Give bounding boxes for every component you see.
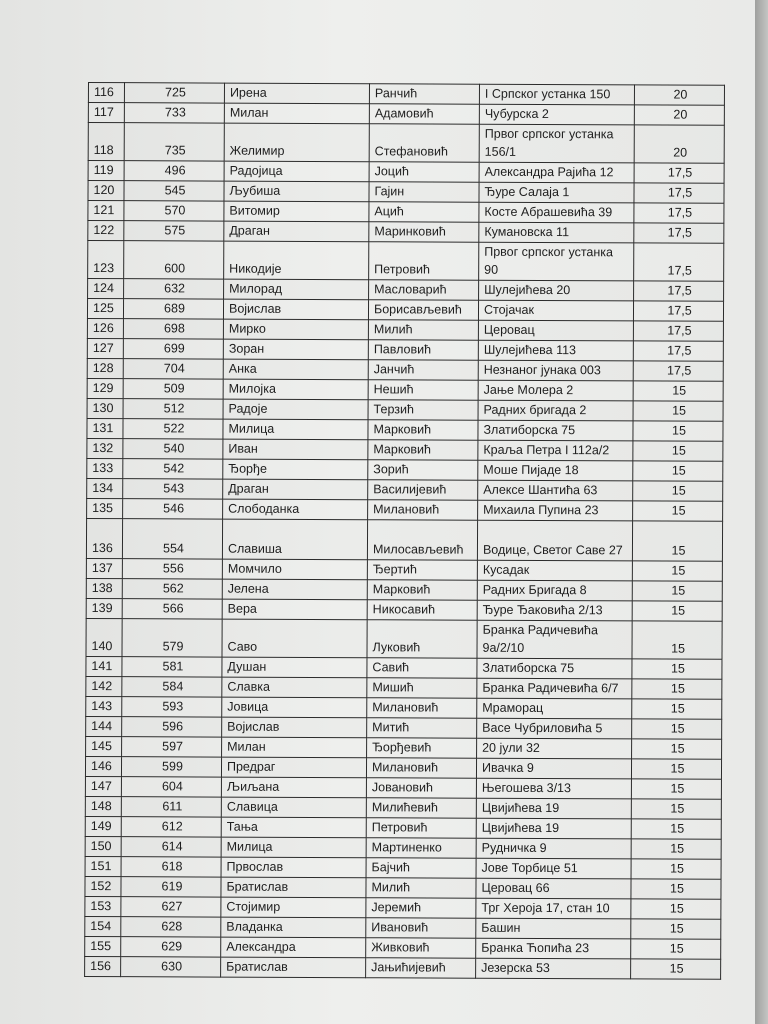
- first-name-cell: Зоран: [223, 339, 368, 360]
- points-cell: 15: [631, 939, 721, 959]
- address-cell: Алексе Шантића 63: [478, 480, 633, 501]
- first-name-cell: Желимир: [224, 123, 369, 162]
- address-cell: Јање Молера 2: [478, 380, 633, 401]
- application-number-cell: 575: [124, 221, 224, 241]
- application-number-cell: 566: [122, 599, 222, 619]
- points-cell: 17,5: [633, 361, 723, 381]
- last-name-cell: Петровић: [369, 242, 479, 280]
- table-row: [85, 776, 721, 799]
- table-row: [86, 696, 722, 719]
- first-name-cell: Иван: [223, 439, 368, 460]
- last-name-cell: Јањићијевић: [366, 958, 476, 978]
- address-cell: Радних Бригада 8: [477, 580, 632, 601]
- row-number-cell: 127: [87, 338, 123, 358]
- address-cell: Мраморац: [477, 698, 632, 719]
- address-cell: Јове Торбице 51: [476, 858, 631, 879]
- table-row: [88, 181, 724, 204]
- row-number-cell: 131: [87, 418, 123, 438]
- application-number-cell: 540: [123, 439, 223, 459]
- row-number-cell: 145: [86, 736, 122, 756]
- row-number-cell: 119: [88, 161, 124, 181]
- last-name-cell: Масловарић: [369, 280, 479, 300]
- row-number-cell: 130: [87, 398, 123, 418]
- points-cell: 15: [631, 799, 721, 819]
- application-number-cell: 725: [124, 83, 224, 103]
- table-row: [87, 438, 723, 461]
- last-name-cell: Мишић: [367, 678, 477, 698]
- address-cell: Кумановска 11: [479, 222, 634, 243]
- last-name-cell: Марковић: [368, 440, 478, 460]
- application-number-cell: 612: [121, 817, 221, 837]
- row-number-cell: 136: [86, 518, 122, 558]
- table-row: [88, 83, 724, 106]
- address-cell: Цвијићева 19: [476, 818, 631, 839]
- table-row: [85, 856, 721, 879]
- row-number-cell: 142: [86, 676, 122, 696]
- last-name-cell: Милановић: [368, 500, 478, 520]
- address-cell: Језерска 53: [476, 958, 631, 979]
- last-name-cell: Ранчић: [369, 84, 479, 104]
- points-cell: 15: [632, 659, 722, 679]
- first-name-cell: Александра: [221, 937, 366, 958]
- points-cell: 15: [632, 699, 722, 719]
- first-name-cell: Мирко: [223, 319, 368, 340]
- table-row: [88, 123, 724, 164]
- application-number-cell: 629: [121, 937, 221, 957]
- last-name-cell: Јоцић: [369, 162, 479, 182]
- application-number-cell: 593: [122, 697, 222, 717]
- first-name-cell: Милица: [221, 837, 366, 858]
- row-number-cell: 147: [85, 776, 121, 796]
- last-name-cell: Милановић: [367, 698, 477, 718]
- last-name-cell: Живковић: [366, 938, 476, 958]
- first-name-cell: Драган: [223, 479, 368, 500]
- first-name-cell: Момчило: [222, 559, 367, 580]
- row-number-cell: 132: [87, 438, 123, 458]
- table-row: [86, 656, 722, 679]
- application-number-cell: 618: [121, 857, 221, 877]
- application-number-cell: 545: [124, 181, 224, 201]
- last-name-cell: Борисављевић: [368, 300, 478, 320]
- points-cell: 15: [632, 621, 722, 659]
- row-number-cell: 121: [88, 201, 124, 221]
- points-cell: 15: [631, 879, 721, 899]
- row-number-cell: 137: [86, 558, 122, 578]
- row-number-cell: 126: [87, 318, 123, 338]
- first-name-cell: Вера: [222, 599, 367, 620]
- application-number-cell: 735: [124, 123, 224, 161]
- points-cell: 17,5: [634, 281, 724, 301]
- address-cell: Златиборска 75: [478, 420, 633, 441]
- address-cell: Радних бригада 2: [478, 400, 633, 421]
- last-name-cell: Милић: [368, 320, 478, 340]
- address-cell: Ђуре Салаја 1: [479, 182, 634, 203]
- row-number-cell: 129: [87, 378, 123, 398]
- application-number-cell: 509: [123, 379, 223, 399]
- row-number-cell: 118: [88, 123, 124, 161]
- last-name-cell: Петровић: [366, 818, 476, 838]
- last-name-cell: Милановић: [366, 758, 476, 778]
- application-number-cell: 733: [124, 103, 224, 123]
- application-number-cell: 619: [121, 877, 221, 897]
- first-name-cell: Слободанка: [223, 499, 368, 520]
- row-number-cell: 124: [88, 279, 124, 299]
- table-row: [85, 916, 721, 939]
- application-number-cell: 614: [121, 837, 221, 857]
- row-number-cell: 134: [87, 478, 123, 498]
- address-cell: Александра Рајића 12: [479, 162, 634, 183]
- address-cell: Првог српског устанка 90: [479, 242, 634, 281]
- table-row: [85, 796, 721, 819]
- application-number-cell: 562: [122, 579, 222, 599]
- last-name-cell: Јовановић: [366, 778, 476, 798]
- row-number-cell: 146: [85, 756, 121, 776]
- first-name-cell: Тања: [221, 817, 366, 838]
- points-cell: 17,5: [634, 183, 724, 203]
- row-number-cell: 154: [85, 916, 121, 936]
- first-name-cell: Предраг: [221, 757, 366, 778]
- address-cell: Моше Пијаде 18: [478, 460, 633, 481]
- application-number-cell: 584: [122, 677, 222, 697]
- last-name-cell: Гајин: [369, 182, 479, 202]
- last-name-cell: Зорић: [368, 460, 478, 480]
- points-cell: 15: [633, 441, 723, 461]
- application-number-cell: 556: [122, 559, 222, 579]
- last-name-cell: Савић: [367, 658, 477, 678]
- last-name-cell: Стефановић: [369, 124, 479, 162]
- row-number-cell: 150: [85, 836, 121, 856]
- points-cell: 15: [632, 561, 722, 581]
- application-number-cell: 628: [121, 917, 221, 937]
- address-cell: Бранка Радичевића 9а/2/10: [477, 620, 632, 659]
- table-row: [86, 618, 722, 659]
- points-cell: 15: [633, 381, 723, 401]
- address-cell: Цвијићева 19: [476, 798, 631, 819]
- row-number-cell: 125: [87, 299, 123, 319]
- address-cell: Трг Хероја 17, стан 10: [476, 898, 631, 919]
- address-cell: Башин: [476, 918, 631, 939]
- points-cell: 15: [632, 679, 722, 699]
- points-cell: 15: [632, 601, 722, 621]
- application-number-cell: 599: [121, 757, 221, 777]
- row-number-cell: 152: [85, 876, 121, 896]
- row-number-cell: 156: [85, 956, 121, 976]
- first-name-cell: Витомир: [224, 201, 369, 222]
- last-name-cell: Милосављевић: [367, 520, 477, 560]
- points-cell: 15: [631, 839, 721, 859]
- first-name-cell: Никодије: [224, 241, 369, 280]
- points-cell: 17,5: [634, 223, 724, 243]
- first-name-cell: Љубиша: [224, 181, 369, 202]
- address-cell: Рудничка 9: [476, 838, 631, 859]
- points-cell: 17,5: [634, 203, 724, 223]
- points-cell: 15: [632, 739, 722, 759]
- table-row: [85, 896, 721, 919]
- first-name-cell: Ирена: [224, 83, 369, 104]
- address-cell: Бранка Радичевића 6/7: [477, 678, 632, 699]
- last-name-cell: Адамовић: [369, 104, 479, 124]
- table-row: [85, 836, 721, 859]
- table-body: [85, 83, 725, 980]
- first-name-cell: Владанка: [221, 917, 366, 938]
- table-row: [86, 578, 722, 601]
- table-row: [88, 161, 724, 184]
- address-cell: Краља Петра I 112а/2: [478, 440, 633, 461]
- address-cell: Ђуре Ђаковића 2/13: [477, 600, 632, 621]
- address-cell: Шулејићева 113: [478, 340, 633, 361]
- application-number-cell: 512: [123, 399, 223, 419]
- table-row: [86, 558, 722, 581]
- last-name-cell: Никосавић: [367, 600, 477, 620]
- application-number-cell: 600: [124, 241, 224, 279]
- first-name-cell: Милојка: [223, 379, 368, 400]
- application-number-cell: 698: [123, 319, 223, 339]
- first-name-cell: Војислав: [223, 299, 368, 320]
- address-cell: Церовац: [478, 320, 633, 341]
- first-name-cell: Славица: [221, 797, 366, 818]
- application-number-cell: 704: [123, 359, 223, 379]
- address-cell: Шулејићева 20: [479, 280, 634, 301]
- first-name-cell: Стојимир: [221, 897, 366, 918]
- page-edge-shadow: [755, 0, 768, 1024]
- address-cell: Церовац 66: [476, 878, 631, 899]
- application-number-cell: 632: [124, 279, 224, 299]
- table-row: [87, 378, 723, 401]
- row-number-cell: 139: [86, 598, 122, 618]
- table-row: [87, 318, 723, 341]
- application-number-cell: 546: [123, 499, 223, 519]
- table-row: [86, 736, 722, 759]
- points-cell: 15: [632, 719, 722, 739]
- first-name-cell: Милорад: [224, 279, 369, 300]
- last-name-cell: Милићевић: [366, 798, 476, 818]
- address-cell: Васе Чубриловића 5: [477, 718, 632, 739]
- points-cell: 15: [633, 501, 723, 521]
- last-name-cell: Ивановић: [366, 918, 476, 938]
- application-number-cell: 543: [123, 479, 223, 499]
- last-name-cell: Марковић: [367, 580, 477, 600]
- row-number-cell: 117: [88, 103, 124, 123]
- first-name-cell: Милан: [222, 737, 367, 758]
- application-number-cell: 596: [122, 717, 222, 737]
- application-number-cell: 604: [121, 777, 221, 797]
- address-cell: Златиборска 75: [477, 658, 632, 679]
- last-name-cell: Павловић: [368, 340, 478, 360]
- last-name-cell: Милић: [366, 878, 476, 898]
- first-name-cell: Радоје: [223, 399, 368, 420]
- table-row: [88, 221, 724, 244]
- points-cell: 15: [633, 461, 723, 481]
- first-name-cell: Љиљана: [221, 777, 366, 798]
- address-cell: Стојачак: [478, 300, 633, 321]
- row-number-cell: 120: [88, 181, 124, 201]
- table-row: [87, 478, 723, 501]
- first-name-cell: Братислав: [221, 877, 366, 898]
- table-row: [87, 398, 723, 421]
- last-name-cell: Ацић: [369, 202, 479, 222]
- last-name-cell: Нешић: [368, 380, 478, 400]
- points-cell: 20: [634, 85, 724, 105]
- address-cell: Бранка Ћопића 23: [476, 938, 631, 959]
- table-row: [85, 936, 721, 959]
- points-cell: 15: [633, 421, 723, 441]
- first-name-cell: Славка: [222, 677, 367, 698]
- table-row: [86, 716, 722, 739]
- row-number-cell: 140: [86, 618, 122, 656]
- first-name-cell: Радојица: [224, 161, 369, 182]
- table-row: [87, 358, 723, 381]
- table-row: [86, 598, 722, 621]
- last-name-cell: Марковић: [368, 420, 478, 440]
- last-name-cell: Бајчић: [366, 858, 476, 878]
- address-cell: Ивачка 9: [476, 758, 631, 779]
- points-cell: 15: [632, 521, 722, 561]
- address-cell: Његошева 3/13: [476, 778, 631, 799]
- row-number-cell: 148: [85, 796, 121, 816]
- first-name-cell: Саво: [222, 619, 367, 658]
- table-row: [88, 241, 724, 282]
- row-number-cell: 135: [87, 498, 123, 518]
- last-name-cell: Маринковић: [369, 222, 479, 242]
- address-cell: Михаила Пупина 23: [478, 500, 633, 521]
- table-row: [85, 956, 721, 979]
- table-row: [86, 676, 722, 699]
- points-cell: 15: [631, 759, 721, 779]
- address-cell: I Српског устанка 150: [479, 84, 634, 105]
- first-name-cell: Јелена: [222, 579, 367, 600]
- row-number-cell: 143: [86, 696, 122, 716]
- address-cell: Водице, Светог Саве 27: [477, 520, 632, 561]
- last-name-cell: Луковић: [367, 620, 477, 658]
- table-row: [87, 498, 723, 521]
- row-number-cell: 144: [86, 716, 122, 736]
- first-name-cell: Првослав: [221, 857, 366, 878]
- points-cell: 20: [634, 125, 724, 163]
- address-cell: Косте Абрашевића 39: [479, 202, 634, 223]
- first-name-cell: Милица: [223, 419, 368, 440]
- address-cell: Чубурска 2: [479, 104, 634, 125]
- table-row: [87, 299, 723, 322]
- row-number-cell: 151: [85, 856, 121, 876]
- table-row: [88, 201, 724, 224]
- row-number-cell: 155: [85, 936, 121, 956]
- address-cell: Незнаног јунака 003: [478, 360, 633, 381]
- row-number-cell: 133: [87, 458, 123, 478]
- points-cell: 17,5: [634, 243, 724, 281]
- last-name-cell: Ђорђевић: [367, 738, 477, 758]
- table-row: [85, 876, 721, 899]
- last-name-cell: Василијевић: [368, 480, 478, 500]
- table-row: [87, 338, 723, 361]
- application-number-cell: 630: [121, 957, 221, 977]
- points-cell: 17,5: [633, 301, 723, 321]
- row-number-cell: 149: [85, 816, 121, 836]
- last-name-cell: Митић: [367, 718, 477, 738]
- application-number-cell: 522: [123, 419, 223, 439]
- first-name-cell: Јовица: [222, 697, 367, 718]
- points-cell: 20: [634, 105, 724, 125]
- row-number-cell: 138: [86, 578, 122, 598]
- first-name-cell: Милан: [224, 103, 369, 124]
- first-name-cell: Душан: [222, 657, 367, 678]
- first-name-cell: Анка: [223, 359, 368, 380]
- last-name-cell: Јанчић: [368, 360, 478, 380]
- first-name-cell: Драган: [224, 221, 369, 242]
- last-name-cell: Јеремић: [366, 898, 476, 918]
- points-cell: 15: [631, 899, 721, 919]
- application-number-cell: 597: [122, 737, 222, 757]
- row-number-cell: 153: [85, 896, 121, 916]
- points-cell: 15: [631, 919, 721, 939]
- row-number-cell: 123: [88, 241, 124, 279]
- last-name-cell: Ђертић: [367, 560, 477, 580]
- points-cell: 15: [631, 779, 721, 799]
- points-cell: 15: [631, 859, 721, 879]
- first-name-cell: Славиша: [222, 519, 367, 560]
- application-number-cell: 496: [124, 161, 224, 181]
- points-cell: 15: [633, 481, 723, 501]
- table-row: [87, 458, 723, 481]
- points-cell: 15: [632, 581, 722, 601]
- application-number-cell: 570: [124, 201, 224, 221]
- application-number-cell: 699: [123, 339, 223, 359]
- first-name-cell: Ђорђе: [223, 459, 368, 480]
- last-name-cell: Терзић: [368, 400, 478, 420]
- application-number-cell: 581: [122, 657, 222, 677]
- application-number-cell: 689: [123, 299, 223, 319]
- table-row: [85, 816, 721, 839]
- points-cell: 15: [631, 959, 721, 979]
- application-number-cell: 627: [121, 897, 221, 917]
- points-cell: 15: [633, 401, 723, 421]
- row-number-cell: 128: [87, 358, 123, 378]
- table-row: [86, 518, 722, 561]
- table-row: [88, 279, 724, 302]
- points-cell: 17,5: [634, 163, 724, 183]
- points-cell: 17,5: [633, 321, 723, 341]
- row-number-cell: 141: [86, 656, 122, 676]
- application-number-cell: 579: [122, 619, 222, 657]
- table-row: [88, 103, 724, 126]
- table-row: [85, 756, 721, 779]
- application-number-cell: 554: [122, 519, 222, 559]
- application-number-cell: 611: [121, 797, 221, 817]
- application-number-cell: 542: [123, 459, 223, 479]
- address-cell: 20 јули 32: [477, 738, 632, 759]
- last-name-cell: Мартиненко: [366, 838, 476, 858]
- ranking-table: [84, 82, 725, 980]
- row-number-cell: 116: [88, 83, 124, 103]
- points-cell: 17,5: [633, 341, 723, 361]
- row-number-cell: 122: [88, 221, 124, 241]
- points-cell: 15: [631, 819, 721, 839]
- first-name-cell: Војислав: [222, 717, 367, 738]
- address-cell: Кусадак: [477, 560, 632, 581]
- table-row: [87, 418, 723, 441]
- first-name-cell: Братислав: [221, 957, 366, 978]
- address-cell: Првог српског устанка 156/1: [479, 124, 634, 163]
